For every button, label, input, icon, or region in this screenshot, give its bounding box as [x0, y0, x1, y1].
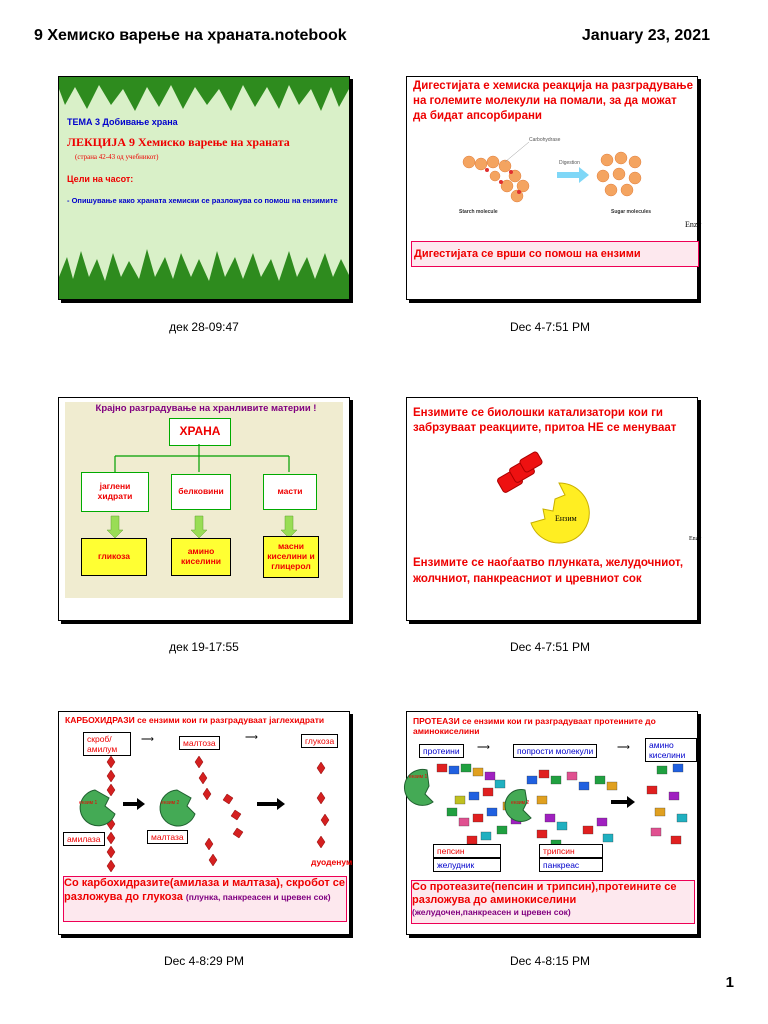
lesson-title: ЛЕКЦИЈА 9 Хемиско варење на храната: [67, 135, 290, 149]
slide-2-caption: Dec 4-7:51 PM: [509, 320, 591, 334]
stomach-label: желудник: [433, 858, 501, 872]
trypsin-label: трипсин: [539, 844, 603, 858]
arrow-1: ⟶: [141, 734, 154, 744]
slide-5-caption: Dec 4-8:29 PM: [163, 954, 245, 968]
starch-digestion-diagram: [457, 132, 677, 220]
maltase-label: малтаза: [147, 830, 188, 844]
food-box: ХРАНА: [169, 418, 231, 446]
maltose-label: малтоза: [179, 736, 220, 750]
slide-2[interactable]: [406, 76, 702, 300]
slide-3-caption: дек 19-17:55: [169, 640, 239, 654]
enzy-label: Enzy: [685, 220, 702, 229]
proteins-label: протеини: [419, 744, 464, 758]
amino-acids-label: амино киселини: [645, 738, 697, 762]
amylase-label: амилаза: [63, 832, 105, 846]
starch-molecule-label: Starch molecule: [459, 209, 498, 215]
simpler-molecules-label: попрости молекули: [513, 744, 597, 758]
result-glucose: гликоза: [81, 538, 147, 576]
topic-label: ТЕМА 3 Добивање храна: [67, 117, 178, 127]
slide-6[interactable]: [406, 711, 698, 935]
slide-5-bottom-box: [63, 876, 347, 922]
category-proteins: белковини: [171, 474, 231, 510]
enzyme-1-label: ензим 1: [79, 800, 98, 806]
arrow-2: ⟶: [617, 742, 630, 752]
sugar-molecules-label: Sugar molecules: [611, 209, 652, 215]
category-fats: масти: [263, 474, 317, 510]
slide-4-bottom: Ензимите се наоѓаатво плунката, желудочниот, жолчниот, панкреасниот и цревниот сок: [413, 557, 684, 585]
slide-4-caption: Dec 4-7:51 PM: [509, 640, 591, 654]
slide-5[interactable]: [58, 711, 353, 935]
goals-heading: Цели на часот:: [67, 174, 134, 184]
arrow-2: ⟶: [245, 732, 258, 742]
page-number: 1: [725, 974, 734, 991]
enzyme-2-label: ензим 2: [161, 800, 180, 806]
pancreas-label: панкреас: [539, 858, 603, 872]
lesson-pages: (страна 42-43 од учебникот): [75, 153, 159, 161]
slide-4-title: Ензимите се биолошки катализатори кои ги забрзуваат реакциите, притоа НЕ се менуваат: [413, 407, 677, 434]
digestion-label: Digestion: [559, 160, 580, 166]
enzyme-1-label: ензим 1: [409, 774, 428, 780]
slide-5-bottom-sub: (плунка, панкреасен и цревен сок): [185, 891, 331, 902]
slide-2-bottom-box: Дигестијата се врши со помош на ензими: [411, 241, 699, 267]
slide-1[interactable]: [58, 76, 350, 300]
document-title: 9 Хемиско варење на храната.notebook: [34, 27, 347, 44]
arrow-1: ⟶: [477, 742, 490, 752]
result-amino-acids: амино киселини: [171, 538, 231, 576]
carbohydrate-breakdown-diagram: [59, 756, 349, 876]
slide-5-bottom-main: Со карбохидразите(амилаза и малтаза), скробот се разложува до глукоза: [64, 877, 346, 903]
carbohydrase-label: Carbohydrase: [529, 137, 561, 143]
slide-6-caption: Dec 4-8:15 PM: [509, 954, 591, 968]
enzy-label: Enzy: [689, 536, 702, 542]
starch-label: скроб/ амилум: [83, 732, 131, 756]
slide-3-title: Крајно разградување на хранливите материи !: [95, 403, 317, 414]
duodenum-label: дуоденум: [311, 857, 353, 867]
goal-item: - Опишување како храната хемиски се разложува со помош на ензимите: [67, 196, 338, 205]
slide-5-title: КАРБОХИДРАЗИ се ензими кои ги разградуваат јаглехидрати: [65, 715, 325, 725]
result-fatty-acids: масни киселини и глицерол: [263, 536, 319, 578]
enzyme-2-label: ензим 2: [511, 800, 530, 806]
glucose-label: глукоза: [301, 734, 338, 748]
slide-6-bottom-box: [411, 880, 695, 924]
document-date: January 23, 2021: [581, 27, 710, 44]
enzyme-substrate-image: [495, 453, 605, 543]
enzyme-label: Ензим: [555, 514, 577, 523]
protein-breakdown-diagram: [407, 756, 697, 856]
slide-6-bottom-sub: (желудочен,панкреасен и цревен сок): [412, 907, 571, 918]
grass-bottom-image: [59, 247, 349, 299]
slide-2-title: Дигестијата е хемиска реакција на разградување на големите молекули на помали, за да можат да бидат апсорбирани: [413, 80, 693, 122]
grass-top-image: [59, 77, 349, 117]
slide-6-title: ПРОТЕАЗИ се ензими кои ги разградуваат протеините до аминокиселини: [413, 716, 656, 737]
slide-6-bottom-main: Со протеазите(пепсин и трипсин),протеините се разложува до аминокиселини: [412, 881, 677, 907]
slide-1-caption: дек 28-09:47: [169, 320, 239, 334]
slide-3[interactable]: [58, 397, 350, 621]
slide-4[interactable]: [406, 397, 702, 621]
category-carbohydrates: јаглени хидрати: [81, 472, 149, 512]
pepsin-label: пепсин: [433, 844, 501, 858]
